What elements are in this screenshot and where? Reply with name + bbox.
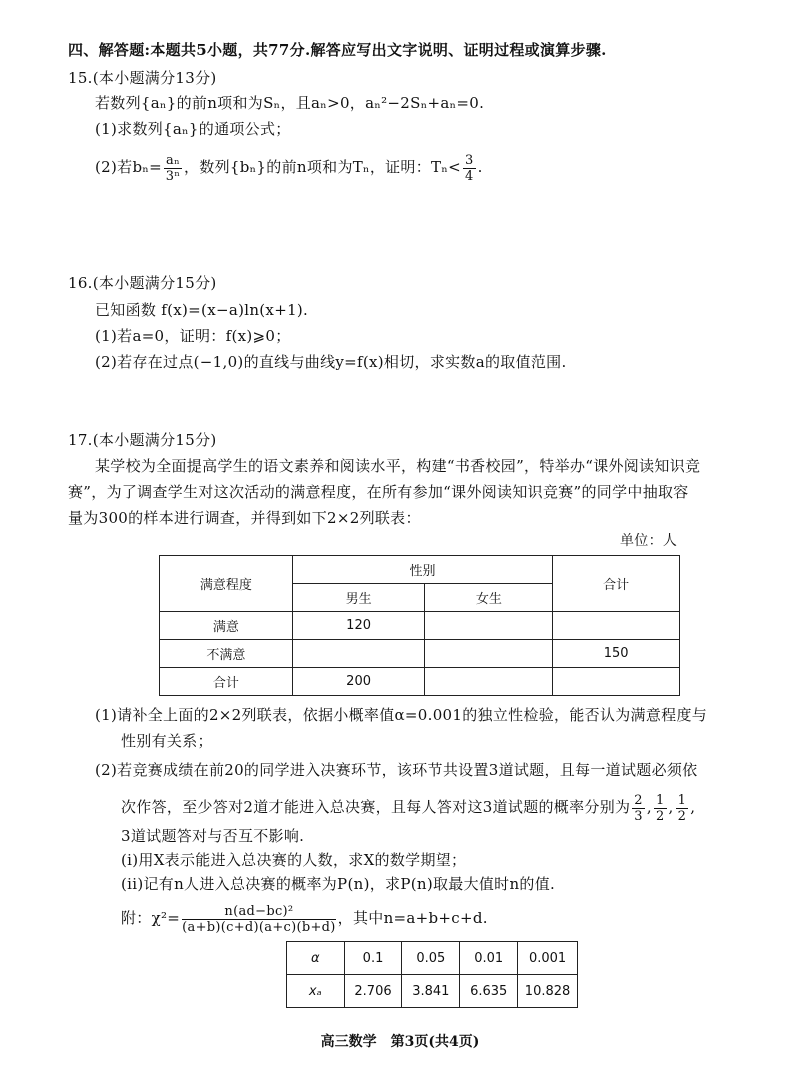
alpha-value: 0.001 <box>518 942 578 975</box>
row-label: 不满意 <box>160 640 293 668</box>
header-male: 男生 <box>292 584 425 612</box>
q15-bound-fraction <box>463 154 476 183</box>
appendix-suffix: ，其中n=a+b+c+d. <box>337 909 488 927</box>
q17-part2-line3: 3道试题答对与否互不影响. <box>121 827 305 845</box>
alpha-label: α <box>287 942 345 975</box>
critical-value-table <box>286 941 578 1008</box>
prob1-denominator: 3 <box>634 808 643 824</box>
prob3-numerator: 1 <box>677 792 687 808</box>
cell-total: 150 <box>553 640 680 668</box>
q16-part1: (1)若a=0，证明：f(x)⩾0； <box>95 327 291 345</box>
table-row <box>160 640 680 668</box>
prob3-denominator: 2 <box>677 808 687 824</box>
critical-value: 2.706 <box>344 975 402 1008</box>
prob2-denominator: 2 <box>655 808 665 824</box>
q17-part2-i: (i)用X表示能进入总决赛的人数，求X的数学期望； <box>121 851 467 869</box>
q17-part1-line1: (1)请补全上面的2×2列联表，依据小概率值α=0.001的独立性检验，能否认为满意程度与 <box>95 706 708 724</box>
q15-part2-text-c: . <box>477 158 483 176</box>
prob2-numerator: 1 <box>655 792 665 808</box>
q17-unit: 单位：人 <box>620 533 678 549</box>
q17-appendix <box>121 898 488 938</box>
chi-square-fraction <box>182 905 336 934</box>
cell-total <box>553 612 680 640</box>
q16-stem: 已知函数 f(x)=(x−a)ln(x+1). <box>95 301 309 319</box>
alpha-value: 0.1 <box>344 942 402 975</box>
q15-bound-denominator: 4 <box>465 168 474 184</box>
q15-bound-numerator: 3 <box>465 152 474 168</box>
header-female: 女生 <box>425 584 553 612</box>
header-satisfaction: 满意程度 <box>160 556 293 612</box>
q17-stem-line3: 量为300的样本进行调查，并得到如下2×2列联表： <box>68 509 421 527</box>
critical-value: 3.841 <box>402 975 460 1008</box>
q17-stem-line2: 赛”，为了调查学生对这次活动的满意程度，在所有参加“课外阅读知识竞赛”的同学中抽取容 <box>68 483 689 501</box>
chi-square-numerator: n(ad−bc)² <box>182 905 336 920</box>
cell-male <box>292 640 425 668</box>
page-footer: 高三数学 第3页(共4页) <box>320 1034 480 1050</box>
q17-part2-ii: (ii)记有n人进入总决赛的概率为P(n)，求P(n)取最大值时n的值. <box>121 875 556 893</box>
prob2-fraction <box>654 794 667 823</box>
row-label: 满意 <box>160 612 293 640</box>
prob1-numerator: 2 <box>634 792 643 808</box>
cell-male: 200 <box>292 668 425 696</box>
q16-part2: (2)若存在过点(−1,0)的直线与曲线y=f(x)相切，求实数a的取值范围. <box>95 353 567 371</box>
row-label: 合计 <box>160 668 293 696</box>
cell-female <box>425 668 553 696</box>
q15-part2-text-a: (2)若bₙ= <box>95 158 163 176</box>
appendix-prefix: 附：χ²= <box>121 909 181 927</box>
cell-male: 120 <box>292 612 425 640</box>
cell-female <box>425 612 553 640</box>
critical-label: xₐ <box>287 975 345 1008</box>
alpha-value: 0.05 <box>402 942 460 975</box>
critical-value: 10.828 <box>518 975 578 1008</box>
alpha-row <box>287 942 578 975</box>
q17-part2-line2-text: 次作答，至少答对2道才能进入总决赛，且每人答对这3道试题的概率分别为 <box>121 798 631 816</box>
q17-title: 17.(本小题满分15分) <box>68 431 217 449</box>
header-total: 合计 <box>553 556 680 612</box>
header-gender: 性别 <box>292 556 552 584</box>
q15-stem: 若数列{aₙ}的前n项和为Sₙ，且aₙ>0，aₙ²−2Sₙ+aₙ=0. <box>95 94 485 112</box>
q15-bn-numerator: aₙ <box>166 152 180 168</box>
chi-square-denominator: (a+b)(c+d)(a+c)(b+d) <box>182 919 336 935</box>
q15-bn-denominator: 3ⁿ <box>165 168 181 184</box>
cell-total <box>553 668 680 696</box>
alpha-value: 0.01 <box>460 942 518 975</box>
cell-female <box>425 640 553 668</box>
q16-title: 16.(本小题满分15分) <box>68 274 217 292</box>
critical-row <box>287 975 578 1008</box>
q15-title: 15.(本小题满分13分) <box>68 69 217 87</box>
table-row <box>160 612 680 640</box>
section-header: 四、解答题:本题共5小题，共77分.解答应写出文字说明、证明过程或演算步骤. <box>68 41 607 59</box>
q17-part1-line2: 性别有关系； <box>121 732 213 750</box>
q15-part2 <box>95 150 483 184</box>
q15-part2-text-b: ，数列{bₙ}的前n项和为Tₙ，证明：Tₙ< <box>184 158 461 176</box>
prob1-fraction <box>632 794 645 823</box>
q15-bn-fraction <box>164 154 182 183</box>
critical-value: 6.635 <box>460 975 518 1008</box>
q15-part1: (1)求数列{aₙ}的通项公式； <box>95 120 291 138</box>
q17-part2-line1: (2)若竞赛成绩在前20的同学进入决赛环节，该环节共设置3道试题，且每一道试题必须依 <box>95 761 698 779</box>
q17-part2-line2: 次作答，至少答对2道才能进入总决赛，且每人答对这3道试题的概率分别为 $\frac{2}{3}$ , $\frac{1}{2}$ , $\frac{1}{2}$ , <box>121 792 696 824</box>
prob3-fraction <box>676 794 689 823</box>
contingency-table <box>159 555 680 696</box>
table-row <box>160 668 680 696</box>
q17-stem-line1: 某学校为全面提高学生的语文素养和阅读水平，构建“书香校园”，特举办“课外阅读知识竞 <box>95 457 701 475</box>
